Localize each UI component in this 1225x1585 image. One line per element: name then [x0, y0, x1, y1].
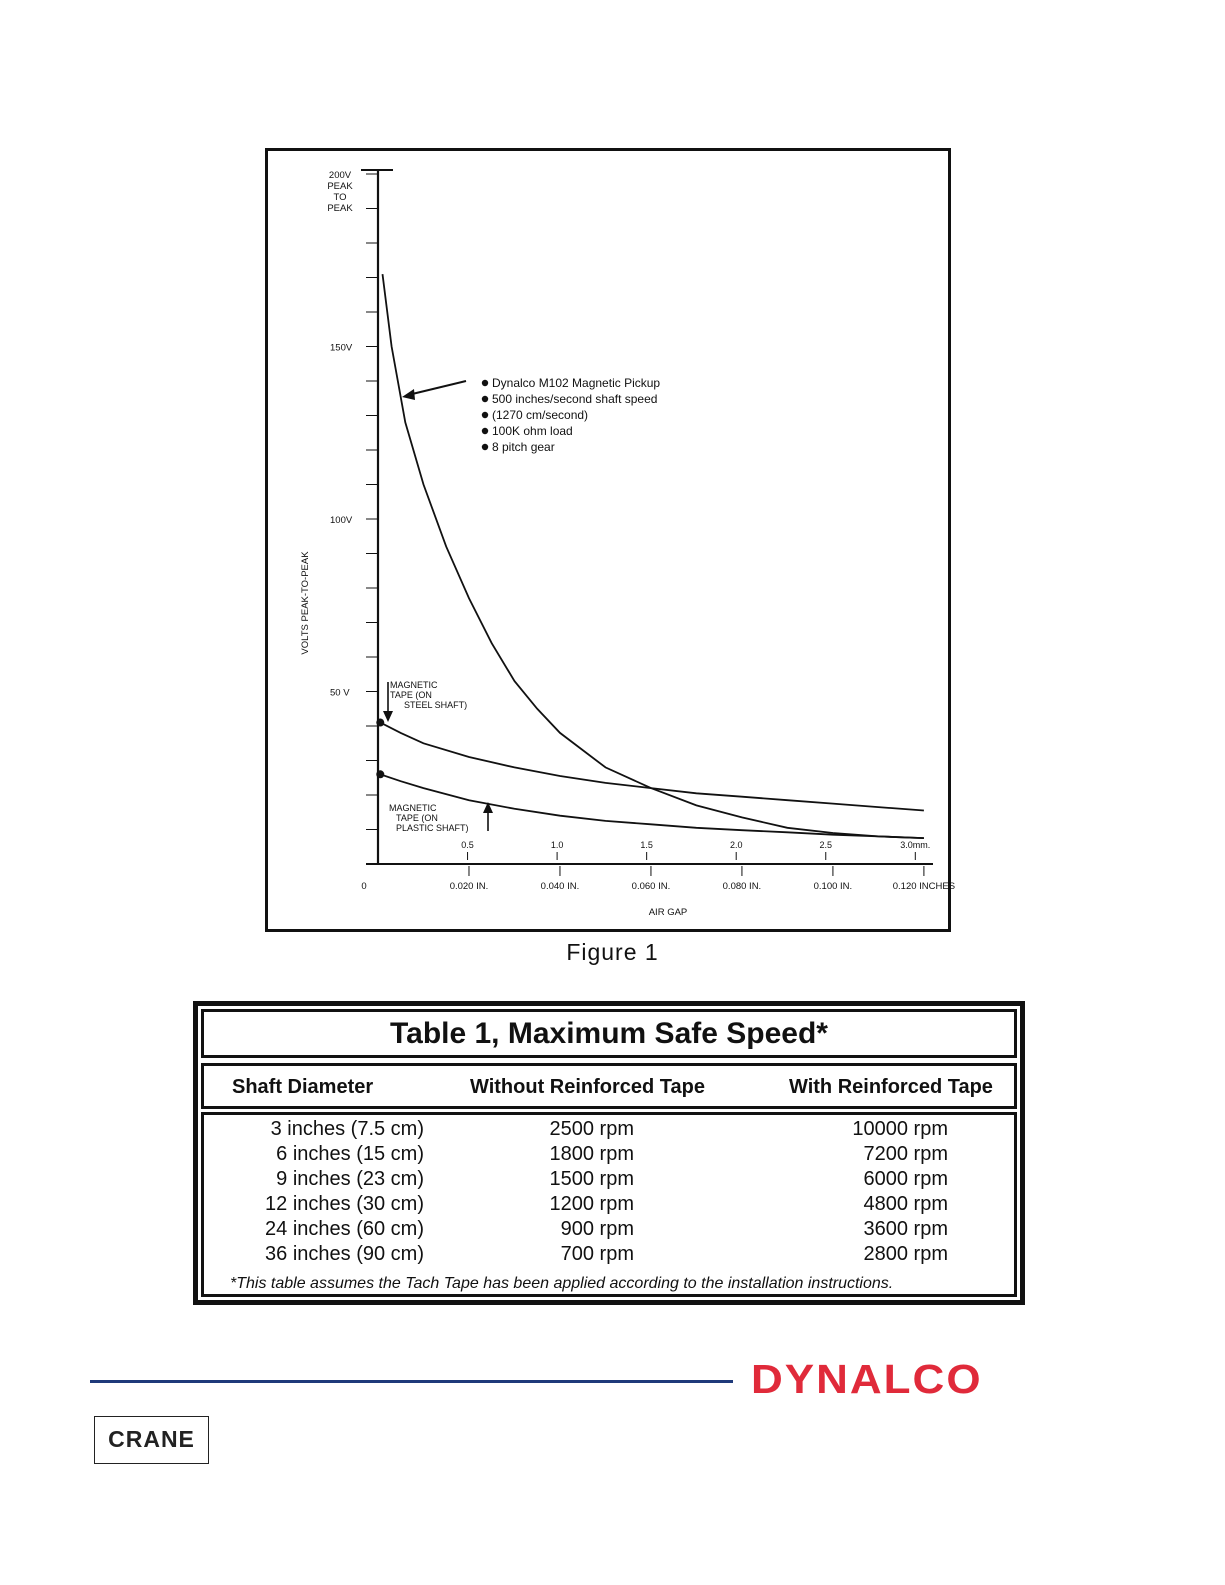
inch-tick-label: 0 — [361, 881, 367, 892]
table-footnote: *This table assumes the Tach Tape has been applied according to the installation instructions. — [230, 1275, 894, 1292]
note-text: 100K ohm load — [492, 424, 573, 438]
note-bullet — [482, 396, 488, 402]
annot-plastic-text: PLASTIC SHAFT) — [396, 823, 469, 833]
cell-with: 6000 rpm — [863, 1168, 948, 1190]
inch-tick-label: 0.080 IN. — [722, 881, 762, 892]
annot-steel-text: STEEL SHAFT) — [404, 700, 468, 710]
cell-without: 1200 rpm — [549, 1193, 634, 1215]
table-row — [204, 1243, 1014, 1268]
cell-shaft: 36 inches (90 cm) — [265, 1243, 424, 1265]
note-bullet — [482, 380, 488, 386]
note-text: Dynalco M102 Magnetic Pickup — [492, 376, 661, 390]
y-tick-label: PEAK — [327, 181, 353, 192]
figure-caption: Figure 1 — [566, 939, 659, 965]
x-axis-title: AIR GAP — [648, 907, 688, 918]
mm-tick-label: 2.5 — [819, 840, 833, 850]
note-text: 8 pitch gear — [492, 440, 555, 454]
cell-with: 10000 rpm — [852, 1118, 948, 1140]
cell-with: 4800 rpm — [863, 1193, 948, 1215]
table-title: Table 1, Maximum Safe Speed* — [201, 1009, 1017, 1058]
steel-arrow-head — [383, 711, 393, 722]
inch-tick-label: 0.040 IN. — [540, 881, 580, 892]
mm-tick-label: 1.0 — [550, 840, 564, 850]
air-gap-chart — [268, 151, 956, 929]
notes-arrow-shaft — [408, 381, 466, 395]
header-without-reinforced: Without Reinforced Tape — [470, 1076, 705, 1098]
note-bullet — [482, 428, 488, 434]
mm-tick-label: 3.0mm. — [900, 840, 931, 850]
cell-without: 700 rpm — [560, 1243, 634, 1265]
table-row — [204, 1218, 1014, 1243]
cell-shaft: 3 inches (7.5 cm) — [270, 1118, 424, 1140]
max-safe-speed-table — [193, 1001, 1025, 1305]
series-line-2 — [380, 723, 924, 811]
dynalco-logo: DYNALCO — [751, 1357, 983, 1403]
footer-rule — [90, 1380, 733, 1383]
mm-tick-label: 0.5 — [461, 840, 474, 850]
y-axis-title: VOLTS PEAK-TO-PEAK — [300, 551, 311, 655]
crane-logo: CRANE — [94, 1416, 209, 1464]
series-line-1 — [383, 274, 924, 838]
cell-shaft: 6 inches (15 cm) — [276, 1143, 424, 1165]
figure-frame — [265, 148, 956, 932]
cell-with: 2800 rpm — [863, 1243, 948, 1265]
cell-without: 2500 rpm — [549, 1118, 634, 1140]
mm-tick-label: 2.0 — [729, 840, 743, 850]
mm-tick-label: 1.5 — [640, 840, 653, 850]
inch-tick-label: 0.120 INCHES — [892, 881, 956, 892]
cell-shaft: 9 inches (23 cm) — [276, 1168, 424, 1190]
annot-steel-text: MAGNETIC — [390, 680, 438, 690]
y-tick-label: TO — [333, 192, 347, 203]
cell-shaft: 12 inches (30 cm) — [265, 1193, 424, 1215]
table-row — [204, 1193, 1014, 1218]
notes-arrow-head — [402, 389, 415, 400]
note-bullet — [482, 412, 488, 418]
table-header-row — [201, 1063, 1017, 1109]
cell-shaft: 24 inches (60 cm) — [265, 1218, 424, 1240]
cell-with: 3600 rpm — [863, 1218, 948, 1240]
table-row — [204, 1143, 1014, 1168]
inch-tick-label: 0.020 IN. — [449, 881, 489, 892]
cell-with: 7200 rpm — [863, 1143, 948, 1165]
note-bullet — [482, 444, 488, 450]
header-shaft-diameter: Shaft Diameter — [232, 1076, 374, 1098]
cell-without: 1800 rpm — [549, 1143, 634, 1165]
y-tick-label: 150V — [330, 342, 353, 354]
cell-without: 1500 rpm — [549, 1168, 634, 1190]
note-text: (1270 cm/second) — [492, 408, 589, 422]
cell-without: 900 rpm — [560, 1218, 634, 1240]
inch-tick-label: 0.060 IN. — [631, 881, 671, 892]
header-with-reinforced: With Reinforced Tape — [789, 1076, 993, 1098]
table-row — [204, 1118, 1014, 1143]
annot-steel-text: TAPE (ON — [390, 690, 432, 700]
y-tick-label: 50 V — [330, 687, 350, 699]
note-text: 500 inches/second shaft speed — [492, 392, 658, 406]
table-body — [201, 1112, 1017, 1297]
table-row — [204, 1168, 1014, 1193]
annot-plastic-text: TAPE (ON — [396, 813, 438, 823]
y-tick-label: 100V — [330, 515, 353, 526]
y-tick-label: PEAK — [327, 203, 353, 214]
y-tick-label: 200V — [328, 170, 352, 181]
series-start-marker — [376, 719, 384, 727]
inch-tick-label: 0.100 IN. — [813, 881, 853, 892]
series-start-marker — [376, 770, 384, 778]
annot-plastic-text: MAGNETIC — [389, 803, 437, 813]
